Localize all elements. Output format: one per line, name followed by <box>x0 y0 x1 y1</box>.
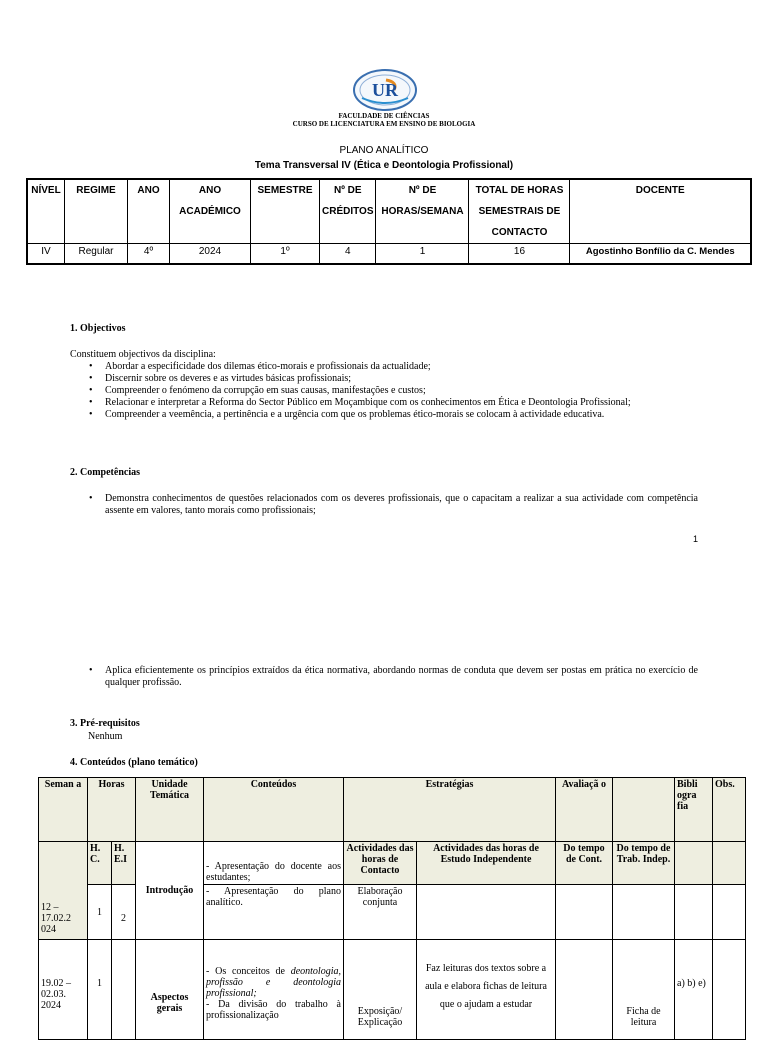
course-info-table <box>26 178 752 265</box>
cell-hei: 2 <box>112 885 136 940</box>
col-ano-academico: ANO ACADÉMICO <box>170 179 251 244</box>
course-name: CURSO DE LICENCIATURA EM ENSINO DE BIOLOGIA <box>292 120 476 128</box>
theme-title: Tema Transversal IV (Ética e Deontologia Profissional) <box>254 160 514 171</box>
col-nivel: NÍVEL <box>27 179 65 244</box>
col-ano: ANO <box>128 179 170 244</box>
cell-conteudo <box>204 940 344 1040</box>
cell-unidade: Introdução <box>136 842 204 940</box>
list-item: • Aplica eficientemente os princípios extraídos da ética normativa, abordando normas de conduta que devem ser postas em prática no exercício de qualquer profissão. <box>70 665 698 689</box>
cell-unidade: Aspectos gerais <box>136 940 204 1040</box>
list-item: • Compreender a veemência, a pertinência e a urgência com que os problemas ético-morais se colocam à actividade educativa. <box>70 409 698 421</box>
cell-act-contacto: Exposição/ Explicação <box>344 940 417 1040</box>
head-obs: Obs. <box>713 778 746 842</box>
conteudo-line: - Da divisão do trabalho à profissionalização <box>206 999 341 1021</box>
cell-conteudo: - Apresentação do docente aos estudantes; <box>204 842 344 885</box>
head-estrategias: Estratégias <box>344 778 556 842</box>
conteudo-line: - Os conceitos de <box>206 966 285 977</box>
head-bibliografia: Bibli ogra fia <box>675 778 713 842</box>
cell-ano: 4º <box>128 244 170 265</box>
svg-text:UR: UR <box>372 80 398 100</box>
cell-nivel: IV <box>27 244 65 265</box>
cell-act-estudo: Faz leituras dos textos sobre a aula e elabora fichas de leitura que o ajudam a estudar <box>417 940 556 1040</box>
cell-creditos: 4 <box>320 244 376 265</box>
competencias-block-1 <box>70 493 698 517</box>
head-unidade: Unidade Temática <box>136 778 204 842</box>
table-row <box>27 244 751 265</box>
col-total-horas: TOTAL DE HORAS SEMESTRAIS DE CONTACTO <box>469 179 570 244</box>
col-regime: REGIME <box>65 179 128 244</box>
head-tempo-trab: Do tempo de Trab. Indep. <box>613 842 675 885</box>
head-tempo-cont: Do tempo de Cont. <box>556 842 613 885</box>
university-logo <box>352 68 418 112</box>
cell-act-contacto: Elaboração conjunta <box>344 885 417 940</box>
table-row <box>39 842 746 885</box>
faculty-name: FACULDADE DE CIÊNCIAS <box>338 112 430 120</box>
cell-semana: 12 – 17.02.2 024 <box>39 842 88 940</box>
cell-semestre: 1º <box>251 244 320 265</box>
conteudo-terms: deontologia, profissão e deontologia profissional; <box>206 966 341 999</box>
page-number: 1 <box>693 534 699 544</box>
list-item: • Discernir sobre os deveres e as virtudes básicas profissionais; <box>70 373 698 385</box>
cell-tempo-trab: Ficha de leitura <box>613 940 675 1040</box>
cell-conteudo: - Apresentação do plano analítico. <box>204 885 344 940</box>
cell-bibliografia: a) b) e) <box>675 940 713 1040</box>
prerequisitos-text: Nenhum <box>88 731 123 742</box>
section-competencias-title: 2. Competências <box>70 467 140 478</box>
list-item: • Compreender o fenómeno da corrupção em suas causas, manifestações e custos; <box>70 385 698 397</box>
head-act-estudo: Actividades das horas de Estudo Independente <box>417 842 556 885</box>
objectivos-intro: Constituem objectivos da disciplina: <box>70 349 216 360</box>
list-item: • Relacionar e interpretar a Reforma do Sector Público em Moçambique com os conhecimentos em Ética e Deontologia Profissional; <box>70 397 698 409</box>
thematic-plan-table <box>38 777 746 1040</box>
cell-horas-semana: 1 <box>376 244 469 265</box>
section-prerequisitos-title: 3. Pré-requisitos <box>70 718 140 729</box>
section-objectivos-title: 1. Objectivos <box>70 323 126 334</box>
cell-semana: 19.02 – 02.03. 2024 <box>39 940 88 1040</box>
col-docente: DOCENTE <box>570 179 751 244</box>
cell-hc: 1 <box>88 940 112 1040</box>
cell-regime: Regular <box>65 244 128 265</box>
section-conteudos-title: 4. Conteúdos (plano temático) <box>70 757 198 768</box>
head-avaliacao: Avaliaçã o <box>556 778 613 842</box>
col-creditos: Nº DE CRÉDITOS <box>320 179 376 244</box>
objectivos-block <box>70 349 698 421</box>
col-semestre: SEMESTRE <box>251 179 320 244</box>
head-hei: H. E.I <box>112 842 136 885</box>
head-horas: Horas <box>88 778 136 842</box>
cell-docente: Agostinho Bonfílio da C. Mendes <box>570 244 751 265</box>
cell-ano-academico: 2024 <box>170 244 251 265</box>
list-item: • Demonstra conhecimentos de questões relacionados com os deveres profissionais, que o capacitam a realizar a sua actividade com competência assente em valores, tanto morais como profissionais; <box>70 493 698 517</box>
col-horas-semana: Nº DE HORAS/SEMANA <box>376 179 469 244</box>
table-header-row <box>27 179 751 244</box>
cell-hc: 1 <box>88 885 112 940</box>
plan-title: PLANO ANALÍTICO <box>339 145 429 156</box>
head-semana: Seman a <box>39 778 88 842</box>
competencias-block-2 <box>70 665 698 689</box>
head-hc: H. C. <box>88 842 112 885</box>
list-item: • Abordar a especificidade dos dilemas ético-morais e profissionais da actualidade; <box>70 361 698 373</box>
cell-total-horas: 16 <box>469 244 570 265</box>
objectivos-list <box>70 361 698 421</box>
table-row <box>39 940 746 1040</box>
head-conteudos: Conteúdos <box>204 778 344 842</box>
head-act-contacto: Actividades das horas de Contacto <box>344 842 417 885</box>
table-header-row <box>39 778 746 842</box>
